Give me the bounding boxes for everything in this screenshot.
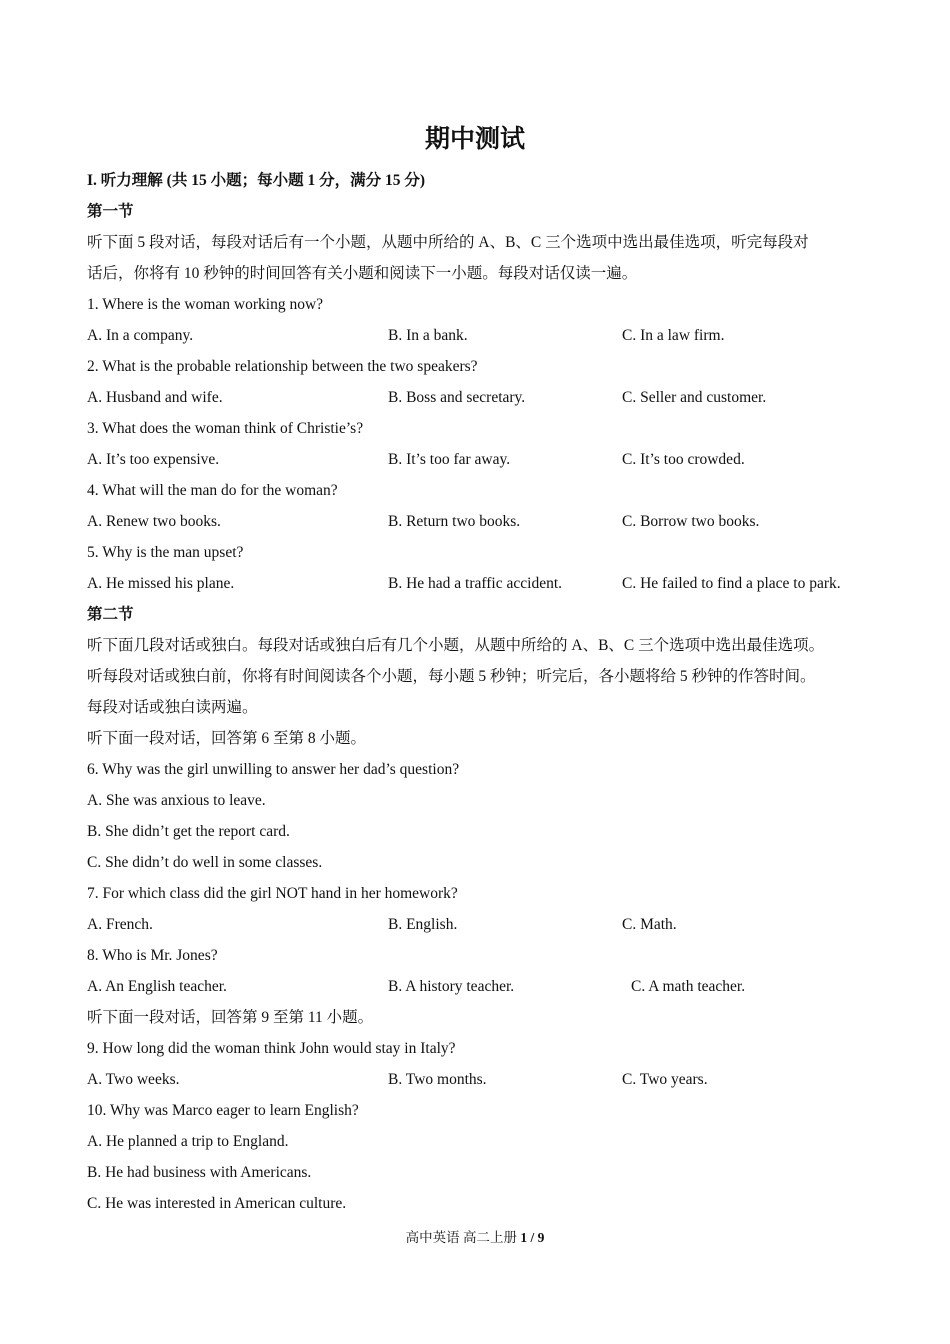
option-c: C. Borrow two books. bbox=[622, 513, 760, 530]
option-b: B. Boss and secretary. bbox=[388, 389, 526, 406]
question-10-option-b: B. He had business with Americans. bbox=[87, 1164, 312, 1181]
part1-instructions-2: 话后，你将有 10 秒钟的时间回答有关小题和阅读下一小题。每段对话仅读一遍。 bbox=[87, 265, 638, 282]
section-heading: I. 听力理解 (共 15 小题；每小题 1 分，满分 15 分) bbox=[87, 172, 425, 189]
page-footer bbox=[0, 1226, 950, 1250]
question-10-option-c: C. He was interested in American culture. bbox=[87, 1195, 347, 1212]
option-a: A. Renew two books. bbox=[87, 513, 221, 530]
option-c: C. Two years. bbox=[622, 1071, 708, 1088]
option-a: A. French. bbox=[87, 916, 153, 933]
option-c: C. He failed to find a place to park. bbox=[622, 575, 841, 592]
option-b: B. It’s too far away. bbox=[388, 451, 511, 468]
option-a: A. In a company. bbox=[87, 327, 194, 344]
option-c: C. A math teacher. bbox=[631, 978, 746, 995]
option-b: B. He had a traffic accident. bbox=[388, 575, 563, 592]
option-b: B. Return two books. bbox=[388, 513, 521, 530]
footer-text: 高中英语 高二上册 bbox=[405, 1230, 517, 1245]
option-c: C. Math. bbox=[622, 916, 677, 933]
question-6-stem: 6. Why was the girl unwilling to answer her dad’s question? bbox=[87, 761, 460, 778]
part1-label: 第一节 bbox=[87, 203, 134, 220]
part2-label: 第二节 bbox=[87, 606, 134, 623]
option-a: A. Two weeks. bbox=[87, 1071, 180, 1088]
question-1-options bbox=[0, 320, 950, 351]
question-9-stem: 9. How long did the woman think John would stay in Italy? bbox=[87, 1040, 456, 1057]
option-b: B. In a bank. bbox=[388, 327, 468, 344]
option-b: B. English. bbox=[388, 916, 458, 933]
part1-instructions-1: 听下面 5 段对话，每段对话后有一个小题，从题中所给的 A、B、C 三个选项中选出最佳选项，听完每段对 bbox=[87, 234, 809, 251]
question-3-stem: 3. What does the woman think of Christie’s? bbox=[87, 420, 364, 437]
option-c: C. Seller and customer. bbox=[622, 389, 767, 406]
page-title: 期中测试 bbox=[424, 126, 525, 153]
option-c: C. In a law firm. bbox=[622, 327, 725, 344]
option-a: A. An English teacher. bbox=[87, 978, 227, 995]
question-7-stem: 7. For which class did the girl NOT hand in her homework? bbox=[87, 885, 458, 902]
question-6-option-a: A. She was anxious to leave. bbox=[87, 792, 266, 809]
option-a: A. It’s too expensive. bbox=[87, 451, 220, 468]
dialogue-6-8-intro: 听下面一段对话，回答第 6 至第 8 小题。 bbox=[87, 730, 367, 747]
question-4-stem: 4. What will the man do for the woman? bbox=[87, 482, 338, 499]
option-a: A. He missed his plane. bbox=[87, 575, 235, 592]
question-3-options bbox=[0, 444, 950, 475]
question-8-stem: 8. Who is Mr. Jones? bbox=[87, 947, 218, 964]
dialogue-9-11-intro: 听下面一段对话，回答第 9 至第 11 小题。 bbox=[87, 1009, 374, 1026]
question-8-options bbox=[0, 971, 950, 1002]
page-number: 1 / 9 bbox=[520, 1230, 545, 1245]
question-4-options bbox=[0, 506, 950, 537]
part2-instructions-1: 听下面几段对话或独白。每段对话或独白后有几个小题，从题中所给的 A、B、C 三个选项中选出最佳选项。 bbox=[87, 637, 825, 654]
question-10-stem: 10. Why was Marco eager to learn English? bbox=[87, 1102, 359, 1119]
question-2-options bbox=[0, 382, 950, 413]
question-10-option-a: A. He planned a trip to England. bbox=[87, 1133, 289, 1150]
question-5-stem: 5. Why is the man upset? bbox=[87, 544, 244, 561]
question-6-option-c: C. She didn’t do well in some classes. bbox=[87, 854, 323, 871]
question-7-options bbox=[0, 909, 950, 940]
question-6-option-b: B. She didn’t get the report card. bbox=[87, 823, 290, 840]
option-b: B. Two months. bbox=[388, 1071, 487, 1088]
question-9-options bbox=[0, 1064, 950, 1095]
option-b: B. A history teacher. bbox=[388, 978, 515, 995]
option-c: C. It’s too crowded. bbox=[622, 451, 745, 468]
part2-instructions-2: 听每段对话或独白前，你将有时间阅读各个小题，每小题 5 秒钟；听完后，各小题将给 5 秒钟的作答时间。 bbox=[87, 668, 816, 685]
part2-instructions-3: 每段对话或独白读两遍。 bbox=[87, 699, 258, 716]
question-1-stem: 1. Where is the woman working now? bbox=[87, 296, 324, 313]
question-2-stem: 2. What is the probable relationship between the two speakers? bbox=[87, 358, 478, 375]
question-5-options bbox=[0, 568, 950, 599]
option-a: A. Husband and wife. bbox=[87, 389, 223, 406]
